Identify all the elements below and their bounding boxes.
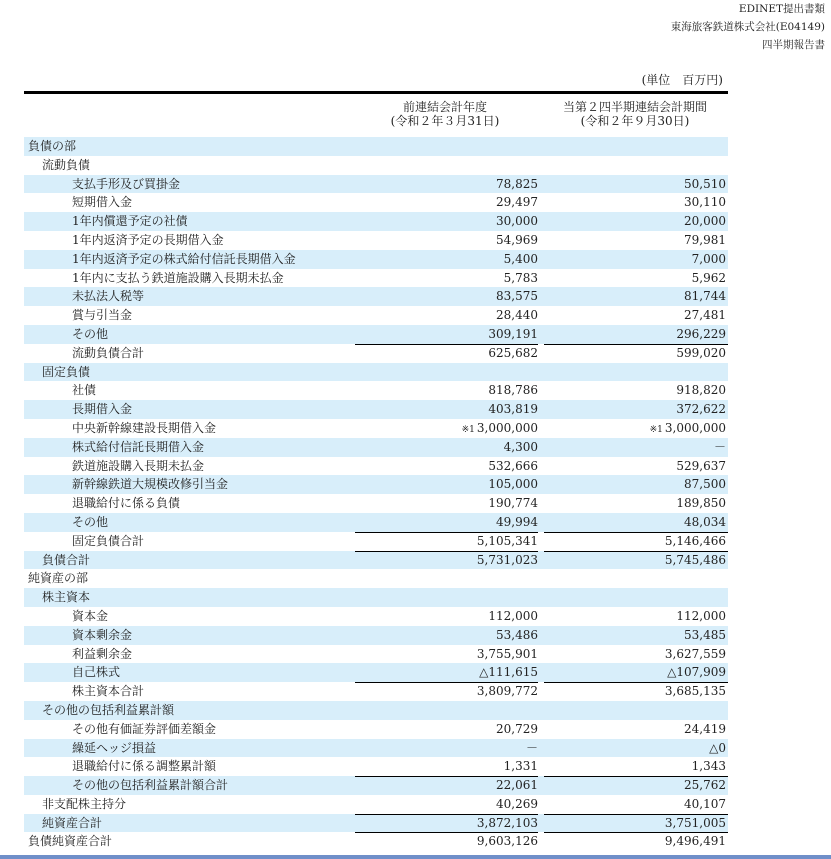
value-previous-text: 403,819 [488,402,538,417]
row-label: 退職給付に係る負債 [72,496,181,511]
value-previous [496,231,538,250]
value-previous-text: 625,682 [488,345,538,360]
subtotal-rule [355,832,538,833]
value-current [684,306,726,325]
value-previous-text: 532,666 [488,458,538,473]
value-previous-text: 22,061 [496,778,538,793]
value-previous-text: 78,825 [496,176,538,191]
value-previous-text: 3,755,901 [476,646,538,661]
value-previous-text: △111,615 [479,665,538,680]
page-bottom-bar [0,855,831,859]
value-previous [496,513,538,532]
column-title-previous: 前連結会計年度 [402,100,487,114]
table-row [24,757,728,776]
value-current-text: 50,510 [684,176,726,191]
value-current-text: 48,034 [684,514,726,529]
value-previous-text: 29,497 [496,195,538,210]
value-current-text: 20,000 [684,214,726,229]
table-row [24,363,728,382]
subtotal-rule [544,776,728,777]
table-row [24,814,728,833]
value-current [684,287,726,306]
row-label: その他の包括利益累計額合計 [72,778,229,793]
value-current [684,475,726,494]
value-current [665,682,726,701]
row-label: 中央新幹線建設長期借入金 [72,420,217,435]
table-row [24,701,728,720]
row-label: 1年内償還予定の社債 [72,214,188,229]
value-current [692,757,726,776]
subtotal-rule [355,551,538,552]
value-current-text: 27,481 [684,308,726,323]
table-row [24,720,728,739]
table-row [24,344,728,363]
column-date-previous: (令和２年３月31日) [390,114,500,128]
table-row [24,212,728,231]
row-label: 新幹線鉄道大規模改修引当金 [72,477,229,492]
table-row [24,551,728,570]
row-label: 負債の部 [28,139,77,153]
row-label: 長期借入金 [72,402,133,417]
table-row [24,607,728,626]
value-current [676,400,726,419]
row-label: 資本剰余金 [72,627,133,642]
value-previous [496,287,538,306]
value-current [684,513,726,532]
value-previous [488,494,538,513]
value-previous [504,438,538,457]
row-label: 株主資本 [42,590,91,605]
row-label: 流動負債 [42,157,91,172]
value-previous [477,682,538,701]
table-row [24,400,728,419]
value-current-text: 40,107 [684,796,726,811]
table-row [24,325,728,344]
value-previous-text: 818,786 [488,383,538,398]
value-previous-text: 3,000,000 [476,420,538,435]
table-row [24,532,728,551]
value-current [676,457,726,476]
value-current [676,344,726,363]
value-previous [477,551,538,570]
report-type: 四半期報告書 [762,39,825,51]
row-label: 利益剰余金 [72,646,133,661]
value-previous [462,419,538,440]
value-previous-text: 30,000 [496,214,538,229]
row-label: 1年内返済予定の株式給付信託長期借入金 [72,251,296,266]
table-row [24,588,728,607]
row-label: その他 [72,514,109,529]
table-row [24,137,728,156]
value-previous-text: － [525,740,538,755]
value-previous [488,344,538,363]
row-label: 非支配株主持分 [42,796,127,811]
table-row [24,513,728,532]
table-row [24,250,728,269]
value-current-text: 3,000,000 [664,420,726,435]
value-current-text: △107,909 [667,665,726,680]
value-current [684,795,726,814]
edinet-title: EDINET提出書類 [738,3,825,15]
table-row [24,475,728,494]
table-top-rule [24,91,728,94]
row-label: その他有価証券評価差額金 [72,721,217,736]
subtotal-rule [355,344,538,345]
value-previous-text: 5,731,023 [476,552,538,567]
row-label: その他 [72,326,109,341]
subtotal-rule [544,551,728,552]
value-previous-text: 28,440 [496,308,538,323]
value-current [676,607,726,626]
table-row [24,438,728,457]
value-previous [496,306,538,325]
subtotal-rule [355,532,538,533]
row-label: 固定負債 [42,364,91,379]
value-previous-text: 105,000 [488,477,538,492]
subtotal-rule [355,814,538,815]
value-current-text: 9,496,491 [664,834,726,849]
row-label: 1年内返済予定の長期借入金 [72,232,224,247]
column-header-previous [355,100,535,128]
value-previous [488,325,538,344]
value-current-text: 3,685,135 [664,684,726,699]
row-label: 支払手形及び買掛金 [72,176,181,191]
value-current-text: 599,020 [676,345,726,360]
value-current [665,532,726,551]
value-previous [477,645,538,664]
value-current-text: 30,110 [684,195,726,210]
row-label: 1年内に支払う鉄道施設購入長期未払金 [72,270,284,285]
table-row [24,287,728,306]
row-label: 株主資本合計 [72,684,145,699]
value-previous [488,457,538,476]
table-row [24,193,728,212]
unit-label: (単位 百万円) [641,73,723,87]
row-label: 株式給付信託長期借入金 [72,439,205,454]
value-current [665,551,726,570]
value-previous-text: 5,783 [503,270,538,285]
value-current-text: 529,637 [676,458,726,473]
value-previous [504,757,538,776]
value-previous [488,475,538,494]
value-current-text: 372,622 [676,402,726,417]
value-current-text: 81,744 [684,289,726,304]
value-previous [488,607,538,626]
value-current-text: 296,229 [676,326,726,341]
value-current-text: 3,627,559 [664,646,726,661]
note-marker: ※1 [649,424,663,435]
row-label: 固定負債合計 [72,533,145,548]
value-previous [477,832,538,851]
value-current [684,193,726,212]
table-row [24,156,728,175]
value-previous-text: 5,105,341 [476,533,538,548]
table-row [24,494,728,513]
value-previous-text: 309,191 [488,326,538,341]
table-row [24,795,728,814]
value-current [692,269,726,288]
value-previous [479,663,538,682]
note-marker: ※1 [461,424,475,435]
table-row [24,175,728,194]
value-previous [504,250,538,269]
value-current [684,720,726,739]
value-previous-text: 1,331 [503,759,538,774]
value-current-text: 79,981 [684,232,726,247]
value-current [650,419,726,440]
value-previous [496,193,538,212]
value-previous-text: 53,486 [496,627,538,642]
value-current-text: 87,500 [684,477,726,492]
table-row [24,832,728,851]
value-current-text: 25,762 [684,778,726,793]
value-previous [496,720,538,739]
table-row [24,645,728,664]
value-previous [488,381,538,400]
row-label: 自己株式 [72,665,121,680]
value-current [692,250,726,269]
table-row [24,682,728,701]
value-previous [496,626,538,645]
table-row [24,457,728,476]
value-previous [477,532,538,551]
table-row [24,739,728,758]
value-current-text: － [713,439,726,454]
table-row [24,776,728,795]
table-row [24,626,728,645]
value-current [709,739,726,758]
value-current [684,231,726,250]
value-current-text: 5,962 [691,270,726,285]
row-label: その他の包括利益累計額 [42,702,175,717]
row-label: 繰延ヘッジ損益 [72,740,157,755]
value-previous-text: 190,774 [488,496,538,511]
subtotal-rule [544,532,728,533]
value-previous-text: 83,575 [496,289,538,304]
value-current [676,381,726,400]
row-label: 賞与引当金 [72,308,133,323]
value-current [676,325,726,344]
table-row [24,306,728,325]
value-current-text: 918,820 [676,383,726,398]
value-current-text: 53,485 [684,627,726,642]
value-current-text: △0 [709,740,726,755]
table-row [24,663,728,682]
value-current [665,645,726,664]
value-current [667,663,726,682]
value-previous [488,400,538,419]
value-previous-text: 112,000 [488,608,538,623]
value-previous-text: 5,400 [503,251,538,266]
value-current-text: 7,000 [691,251,726,266]
value-previous-text: 54,969 [496,232,538,247]
value-current [684,212,726,231]
table-row [24,569,728,588]
row-label: 純資産の部 [28,571,89,586]
value-previous-text: 20,729 [496,721,538,736]
value-previous-text: 9,603,126 [476,834,538,849]
value-previous-text: 49,994 [496,514,538,529]
value-current-text: 24,419 [684,721,726,736]
value-previous [496,175,538,194]
value-previous [496,212,538,231]
row-label: 負債純資産合計 [28,834,113,849]
row-label: 資本金 [72,608,109,623]
value-previous-text: 3,872,103 [476,815,538,830]
subtotal-rule [355,776,538,777]
value-previous [504,269,538,288]
value-previous-text: 3,809,772 [476,684,538,699]
row-label: 短期借入金 [72,195,133,210]
table-row [24,381,728,400]
value-current-text: 3,751,005 [664,815,726,830]
subtotal-rule [544,682,728,683]
column-header-current [542,100,728,128]
row-label: 退職給付に係る調整累計額 [72,759,217,774]
value-current [665,832,726,851]
row-label: 負債合計 [42,552,91,567]
value-previous [477,814,538,833]
value-previous [496,776,538,795]
value-previous-text: 40,269 [496,796,538,811]
value-current [684,776,726,795]
row-label: 社債 [72,383,97,398]
balance-sheet-table [24,137,728,851]
value-current [676,494,726,513]
row-label: 未払法人税等 [72,289,145,304]
value-current [684,626,726,645]
value-current-text: 189,850 [676,496,726,511]
subtotal-rule [544,344,728,345]
column-date-current: (令和２年９月30日) [580,114,690,128]
value-current [714,438,726,457]
table-row [24,269,728,288]
subtotal-rule [544,832,728,833]
value-current [665,814,726,833]
table-row [24,231,728,250]
value-current-text: 5,146,466 [664,533,726,548]
value-current [684,175,726,194]
subtotal-rule [544,814,728,815]
value-previous-text: 4,300 [503,439,538,454]
row-label: 鉄道施設購入長期未払金 [72,458,205,473]
value-current-text: 5,745,486 [664,552,726,567]
value-current-text: 1,343 [691,759,726,774]
value-previous [496,795,538,814]
value-current-text: 112,000 [676,608,726,623]
subtotal-rule [355,682,538,683]
company-name: 東海旅客鉄道株式会社(E04149) [670,21,825,33]
column-title-current: 当第２四半期連結会計期間 [562,100,707,114]
row-label: 流動負債合計 [72,345,145,360]
table-row [24,419,728,438]
row-label: 純資産合計 [42,815,103,830]
value-previous [526,739,538,758]
